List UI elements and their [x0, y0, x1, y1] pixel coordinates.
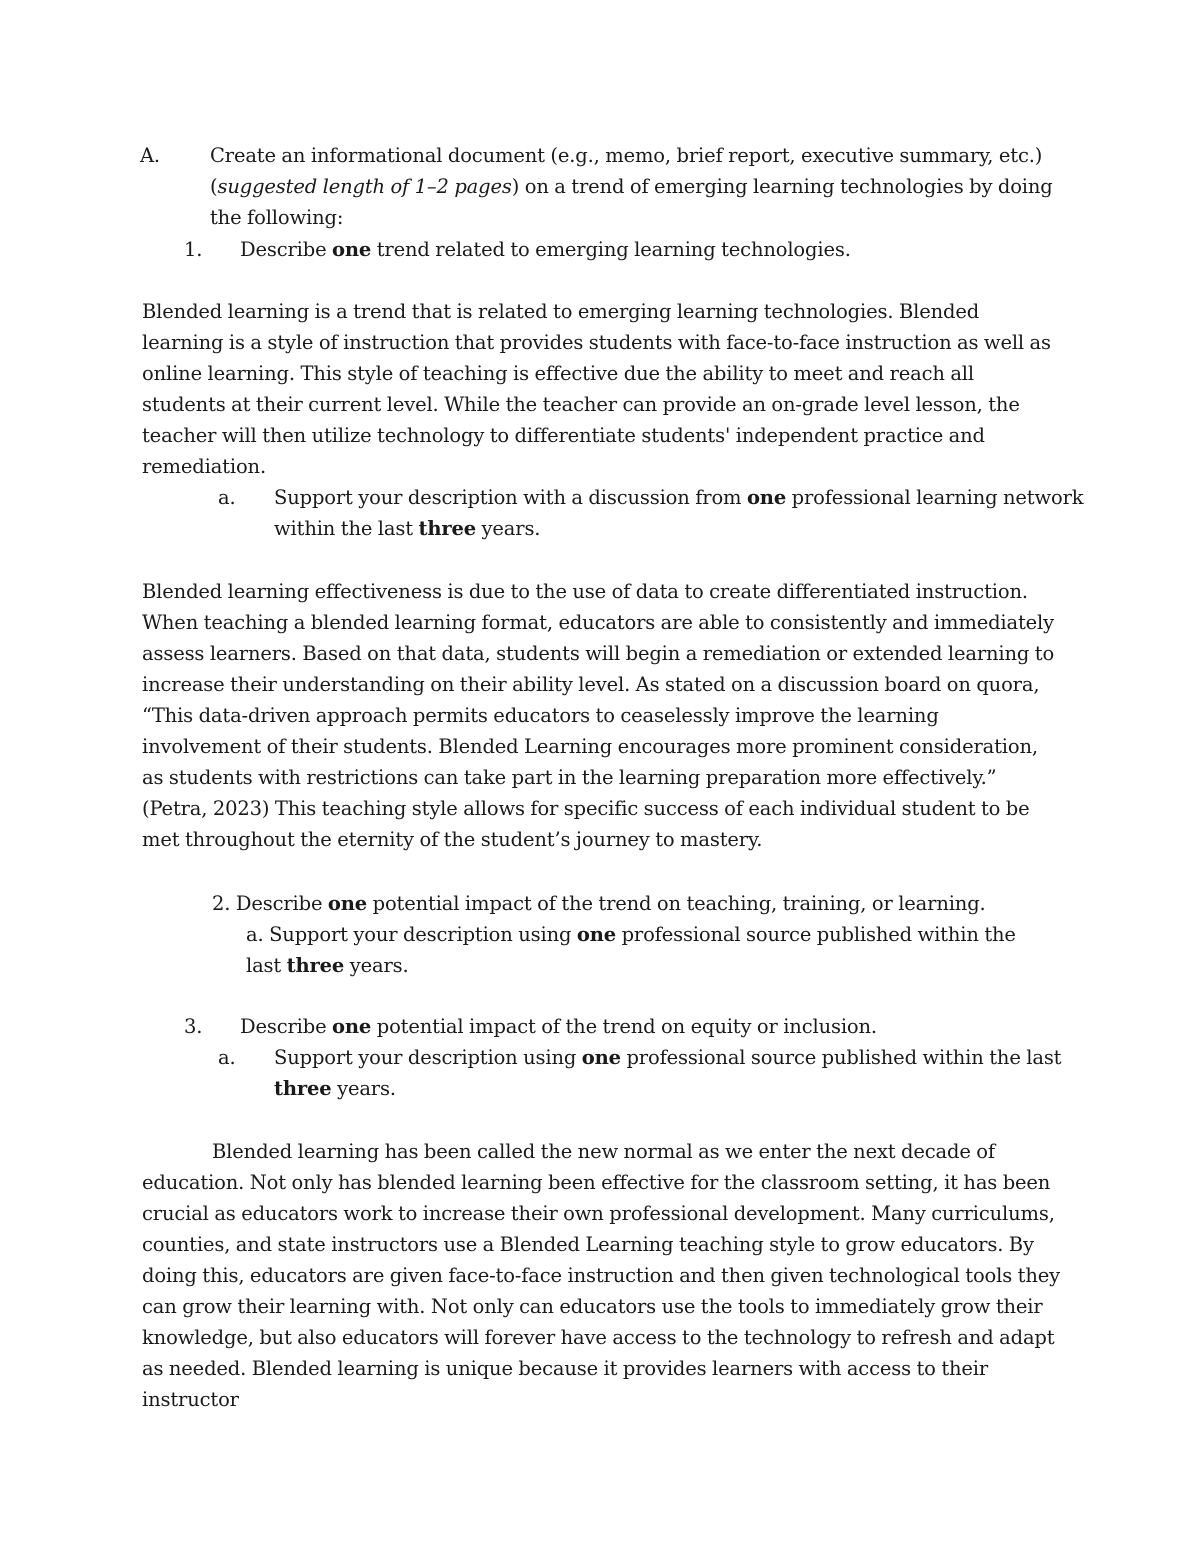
item-3a-bold1: one: [581, 1046, 621, 1069]
item-1-pre: Describe: [240, 238, 333, 261]
item-2a-pre: Support your description using: [269, 923, 577, 946]
paragraph-3: Blended learning has been called the new normal as we enter the next decade of education. Not only has blended learning been effective for the classroom setting, it has been crucial as educators work to increase their own professional development. Many curriculums, counties, and state instructors use a Blended Learning teaching style to grow educators. By doing this, educators are given face-to-face instruction and then given technological tools they can grow their learning with. Not only can educators use the tools to immediately grow their knowledge, but also educators will forever have access to the technology to refresh and adapt as needed. Blended learning is unique because it provides learners with access to their instructor: [142, 1140, 1060, 1411]
item-1: [184, 234, 1080, 265]
item-1-bold: one: [332, 238, 372, 261]
item-3a-pre: Support your description using: [274, 1046, 582, 1069]
paragraph-1: Blended learning is a trend that is related to emerging learning technologies. Blended learning is a style of instruction that provides students with face-to-face instruction as well as online learning. This style of teaching is effective due the ability to meet and reach all students at their current level. While the teacher can provide an on-grade level lesson, the teacher will then utilize technology to differentiate students' independent practice and remediation.: [142, 300, 1051, 478]
item-2: [212, 888, 1052, 919]
item-2a-bold1: one: [576, 923, 617, 946]
item-1a-pre: Support your description with a discussion from: [274, 486, 747, 509]
item-3a-bold2: three: [274, 1077, 332, 1100]
item-3a-marker: a.: [218, 1046, 236, 1069]
item-2a-marker: a.: [246, 923, 264, 946]
prompt-a-tail: ) on a trend of emerging learning technologies by doing the following:: [210, 175, 1053, 229]
item-3: [184, 1011, 1080, 1042]
item-1a-mid: professional learning network within the last: [274, 486, 1084, 540]
item-1a-marker: a.: [218, 486, 236, 509]
item-2a-bold2: three: [286, 954, 345, 977]
item-2a: [246, 919, 1046, 981]
item-1a-bold1: one: [746, 486, 787, 509]
item-1-post: trend related to emerging learning technologies.: [371, 238, 851, 261]
item-1a: [218, 482, 1094, 544]
item-3a-mid: professional source published within the last: [620, 1046, 1062, 1069]
item-3a-post: years.: [331, 1077, 396, 1100]
item-3-post: potential impact of the trend on equity or inclusion.: [371, 1015, 877, 1038]
item-1a-bold2: three: [418, 517, 476, 540]
item-1a-post: years.: [476, 517, 541, 540]
item-2a-mid: professional source published within the last: [246, 923, 1016, 977]
item-2a-post: years.: [344, 954, 409, 977]
item-2-post: potential impact of the trend on teaching, training, or learning.: [367, 892, 986, 915]
item-3-bold: one: [332, 1015, 372, 1038]
prompt-a-marker: A.: [140, 144, 160, 167]
item-2-marker: 2.: [212, 892, 231, 915]
item-3-pre: Describe: [240, 1015, 333, 1038]
item-3-marker: 3.: [184, 1015, 203, 1038]
item-2-pre: Describe: [235, 892, 328, 915]
item-2-bold: one: [327, 892, 368, 915]
prompt-a-lead: Create an informational document (e.g., memo, brief report, executive summary, etc.) (: [210, 144, 1043, 198]
prompt-a: [140, 140, 1080, 233]
item-3a: [218, 1042, 1074, 1104]
prompt-a-italic: suggested length of 1–2 pages: [217, 175, 512, 198]
item-1-marker: 1.: [184, 238, 203, 261]
paragraph-2: Blended learning effectiveness is due to the use of data to create differentiated instruction. When teaching a blended learning format, educators are able to consistently and immediately assess learners. Based on that data, students will begin a remediation or extended learning to increase their understanding on their ability level. As stated on a discussion board on quora, “This data-driven approach permits educators to ceaselessly improve the learning involvement of their students. Blended Learning encourages more prominent consideration, as students with restrictions can take part in the learning preparation more effectively.” (Petra, 2023) This teaching style allows for specific success of each individual student to be met throughout the eternity of the student’s journey to mastery.: [142, 580, 1055, 851]
